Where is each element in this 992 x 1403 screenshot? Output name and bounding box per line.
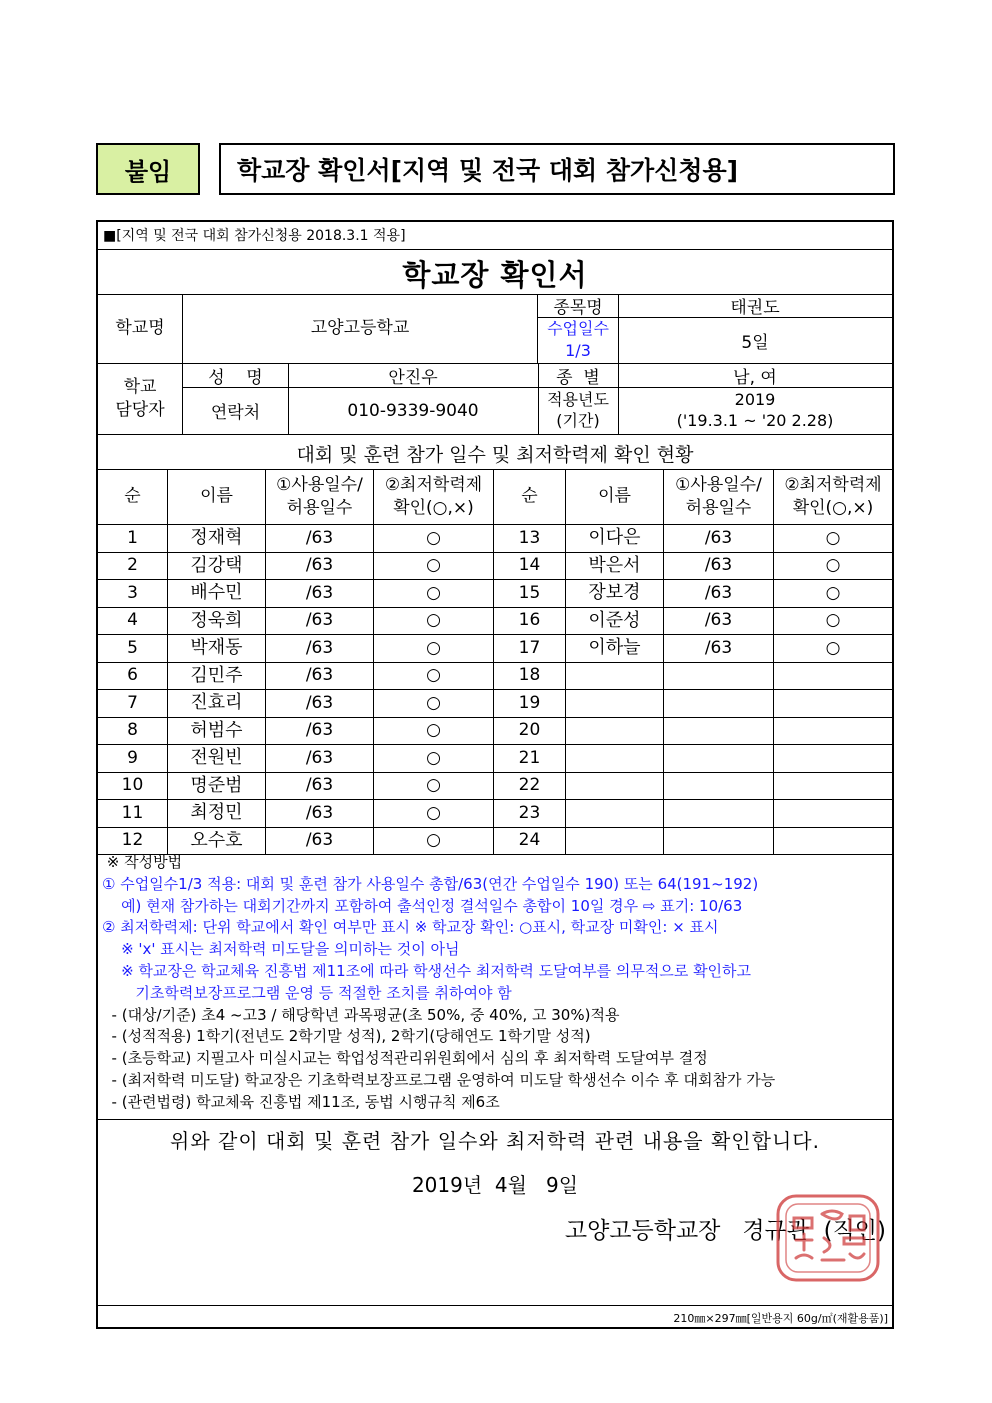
cell-no-right: 19 xyxy=(494,689,566,717)
header-no-left: 순 xyxy=(98,469,168,524)
cell-name-right xyxy=(566,717,664,745)
instruction-line: - (관련법령) 학교체육 진흥법 제11조, 동법 시행규칙 제6조 xyxy=(102,1092,500,1111)
contact-value: 010-9339-9040 xyxy=(288,387,539,434)
cell-check-right xyxy=(774,799,892,827)
cell-no-left: 5 xyxy=(98,634,168,662)
table-row xyxy=(98,662,892,691)
instruction-line: - (성적적용) 1학기(전년도 2학기말 성적), 2학기(당해연도 1학기말 성적) xyxy=(102,1027,591,1046)
cell-name-right xyxy=(566,689,664,717)
class-days-label-line2: 1/3 xyxy=(565,341,591,360)
cell-no-left: 6 xyxy=(98,662,168,690)
header-check-right-line1: ②최저학력제 xyxy=(784,475,882,496)
cell-check-left: ○ xyxy=(374,634,494,662)
header-check-left-line1: ②최저학력제 xyxy=(384,475,483,496)
cell-no-right: 23 xyxy=(494,799,566,827)
table-row xyxy=(98,827,892,856)
official-seal-icon xyxy=(772,1188,884,1288)
cell-name-left: 진효리 xyxy=(168,689,266,717)
cell-days-right: /63 xyxy=(664,579,774,607)
table-row xyxy=(98,552,892,581)
header-days-left-line2: 허용일수 xyxy=(286,497,353,518)
header-days-left xyxy=(266,469,374,524)
cell-no-left: 1 xyxy=(98,524,168,552)
cell-check-right xyxy=(774,744,892,772)
cell-check-right: ○ xyxy=(825,610,841,631)
cell-no-left: 7 xyxy=(98,689,168,717)
instruction-line: - (초등학교) 지필고사 미실시교는 학업성적관리위원회에서 심의 후 최저학력 도달여부 결정 xyxy=(102,1049,708,1068)
table-row xyxy=(98,524,892,553)
section-title-row xyxy=(98,434,892,470)
cell-days-left: /63 xyxy=(266,524,374,552)
gender-value: 남, 여 xyxy=(618,363,892,388)
paper-spec: 210㎜×297㎜[일반용지 60g/㎡(재활용품)] xyxy=(673,1312,888,1325)
cell-check-left: ○ xyxy=(374,827,494,855)
cell-name-left: 최정민 xyxy=(168,799,266,827)
cell-no-right: 20 xyxy=(494,717,566,745)
cell-days-right xyxy=(664,717,774,745)
cell-days-left: /63 xyxy=(266,607,374,635)
cell-check-left: ○ xyxy=(374,772,494,800)
cell-name-left: 명준범 xyxy=(168,772,266,800)
cell-no-right: 21 xyxy=(494,744,566,772)
cell-check-right xyxy=(774,662,892,690)
manager-label-line2: 담당자 xyxy=(115,399,165,420)
year-label xyxy=(538,387,619,434)
cell-name-left: 정재혁 xyxy=(168,524,266,552)
date: 2019년 4월 9일 xyxy=(411,1173,579,1197)
class-days-value: 5일 xyxy=(741,332,769,353)
document-title: 학교장 확인서[지역 및 전국 대회 참가신청용] xyxy=(219,143,895,195)
cell-days-right xyxy=(664,744,774,772)
cell-no-right: 22 xyxy=(494,772,566,800)
cell-no-right: 14 xyxy=(494,552,566,580)
contact-label: 연락처 xyxy=(183,387,289,434)
cell-days-left: /63 xyxy=(266,689,374,717)
cell-days-left: /63 xyxy=(266,634,374,662)
header-check-right xyxy=(774,469,892,524)
cell-name-right: 장보경 xyxy=(566,579,664,607)
gender-label: 종 별 xyxy=(538,363,619,388)
header-check-left-line2: 확인(○,×) xyxy=(393,497,474,518)
table-row xyxy=(98,689,892,718)
cell-days-right xyxy=(664,827,774,855)
instruction-line: 예) 현재 참가하는 대회기간까지 포함하여 출석인정 결석일수 총합이 10일 경우 ⇨ 표기: 10/63 xyxy=(102,896,743,915)
cell-check-left: ○ xyxy=(374,799,494,827)
cell-check-left: ○ xyxy=(374,744,494,772)
cell-check-left: ○ xyxy=(374,689,494,717)
table-row xyxy=(98,579,892,608)
cell-check-left: ○ xyxy=(374,552,494,580)
form-note: ■[지역 및 전국 대회 참가신청용 2018.3.1 적용] xyxy=(103,228,406,244)
instruction-line: ※ 학교장은 학교체육 진흥법 제11조에 따라 학생선수 최저학력 도달여부를 의무적으로 확인하고 xyxy=(102,961,752,980)
instruction-line: ※ 'x' 표시는 최저학력 미도달을 의미하는 것이 아님 xyxy=(102,940,460,959)
header-days-right xyxy=(664,469,774,524)
form-title-row xyxy=(98,249,892,295)
signer: 고양고등학교장 경규관 (직인) xyxy=(564,1218,886,1244)
cell-no-right: 15 xyxy=(494,579,566,607)
cell-name-right xyxy=(566,799,664,827)
manager-label-line1: 학교 xyxy=(123,377,157,398)
writing-instructions xyxy=(98,852,892,1114)
header-days-right-line2: 허용일수 xyxy=(685,497,752,518)
cell-days-right: /63 xyxy=(664,634,774,662)
instruction-line: ② 최저학력제: 단위 학교에서 확인 여부만 표시 ※ 학교장 확인: ○표시, 학교장 미확인: × 표시 xyxy=(102,918,719,937)
cell-no-right: 17 xyxy=(494,634,566,662)
header-days-left-line1: ①사용일수/ xyxy=(276,475,363,496)
school-info-block xyxy=(98,294,892,364)
cell-check-right xyxy=(774,689,892,717)
cell-name-right xyxy=(566,772,664,800)
cell-days-right xyxy=(664,662,774,690)
cell-name-left: 배수민 xyxy=(168,579,266,607)
header-check-right-line2: 확인(○,×) xyxy=(792,497,874,518)
cell-name-left: 정욱희 xyxy=(168,607,266,635)
cell-check-right: ○ xyxy=(825,527,841,548)
cell-check-right: ○ xyxy=(825,637,841,658)
header-no-right: 순 xyxy=(494,469,566,524)
cell-check-right xyxy=(774,717,892,745)
cell-check-right xyxy=(774,772,892,800)
cell-days-left: /63 xyxy=(266,744,374,772)
table-row xyxy=(98,772,892,801)
class-days-label-line1: 수업일수 xyxy=(547,319,609,339)
cell-days-left: /63 xyxy=(266,662,374,690)
cell-name-right: 박은서 xyxy=(566,552,664,580)
cell-no-right: 13 xyxy=(494,524,566,552)
header-check-left xyxy=(374,469,494,524)
cell-no-right: 24 xyxy=(494,827,566,855)
year-value-line1: 2019 xyxy=(734,389,776,409)
cell-name-right: 이하늘 xyxy=(566,634,664,662)
cell-days-right xyxy=(664,772,774,800)
attachment-tag: 붙임 xyxy=(96,143,200,195)
cell-days-right: /63 xyxy=(664,607,774,635)
cell-check-left: ○ xyxy=(374,524,494,552)
confirmation-text: 위와 같이 대회 및 훈련 참가 일수와 최저학력 관련 내용을 확인합니다. xyxy=(170,1129,820,1153)
class-days-label xyxy=(538,317,619,363)
cell-name-left: 김강택 xyxy=(168,552,266,580)
cell-days-left: /63 xyxy=(266,552,374,580)
cell-no-left: 9 xyxy=(98,744,168,772)
cell-days-left: /63 xyxy=(266,799,374,827)
confirmation-form xyxy=(96,220,894,1329)
year-label-line2: (기간) xyxy=(556,410,600,430)
year-label-line1: 적용년도 xyxy=(547,389,609,409)
cell-name-right xyxy=(566,744,664,772)
instruction-line: ① 수업일수1/3 적용: 대회 및 훈련 참가 사용일수 총합/63(연간 수업일수 190) 또는 64(191~192) xyxy=(102,874,759,893)
cell-check-left: ○ xyxy=(374,607,494,635)
cell-no-right: 18 xyxy=(494,662,566,690)
table-row xyxy=(98,799,892,828)
table-row xyxy=(98,717,892,746)
form-title: 학교장 확인서 xyxy=(402,258,588,292)
cell-check-right: ○ xyxy=(825,555,841,576)
cell-name-left: 허범수 xyxy=(168,717,266,745)
cell-name-right: 이준성 xyxy=(566,607,664,635)
cell-no-left: 4 xyxy=(98,607,168,635)
year-value xyxy=(618,387,892,434)
cell-no-right: 16 xyxy=(494,607,566,635)
manager-name: 안진우 xyxy=(288,363,539,388)
cell-name-left: 김민주 xyxy=(168,662,266,690)
cell-name-left: 오수호 xyxy=(168,827,266,855)
confirmation-divider xyxy=(98,1119,892,1120)
cell-name-right xyxy=(566,827,664,855)
instruction-line: 기초학력보장프로그램 운영 등 적절한 조치를 취하여야 함 xyxy=(102,983,512,1002)
cell-check-right xyxy=(774,827,892,855)
instruction-line: ※ 작성방법 xyxy=(102,853,183,871)
cell-no-left: 3 xyxy=(98,579,168,607)
cell-days-right xyxy=(664,689,774,717)
header-name-right: 이름 xyxy=(566,469,664,524)
cell-no-left: 8 xyxy=(98,717,168,745)
table-row xyxy=(98,607,892,636)
cell-no-left: 2 xyxy=(98,552,168,580)
table-header-row xyxy=(98,469,892,525)
cell-name-right xyxy=(566,662,664,690)
cell-days-right: /63 xyxy=(664,552,774,580)
footer-divider xyxy=(98,1305,892,1306)
cell-days-left: /63 xyxy=(266,579,374,607)
manager-block xyxy=(98,363,892,435)
cell-name-left: 박재동 xyxy=(168,634,266,662)
cell-days-left: /63 xyxy=(266,717,374,745)
period-value: ('19.3.1 ~ '20 2.28) xyxy=(676,410,834,430)
sport-value: 태권도 xyxy=(618,294,892,318)
cell-name-left: 전원빈 xyxy=(168,744,266,772)
header-name-left: 이름 xyxy=(168,469,266,524)
cell-check-left: ○ xyxy=(374,662,494,690)
manager-label xyxy=(98,363,183,434)
sport-label: 종목명 xyxy=(538,294,619,318)
cell-name-right: 이다은 xyxy=(566,524,664,552)
cell-days-right xyxy=(664,799,774,827)
form-note-row xyxy=(98,222,892,250)
school-name: 고양고등학교 xyxy=(183,294,538,363)
cell-check-left: ○ xyxy=(374,579,494,607)
cell-no-left: 11 xyxy=(98,799,168,827)
name-label: 성 명 xyxy=(183,363,289,388)
instruction-line: - (대상/기준) 초4 ~고3 / 해당학년 과목평균(초 50%, 중 40%, 고 30%)적용 xyxy=(102,1005,620,1024)
cell-days-left: /63 xyxy=(266,827,374,855)
section-title: 대회 및 훈련 참가 일수 및 최저학력제 확인 현황 xyxy=(296,444,694,466)
cell-no-left: 10 xyxy=(98,772,168,800)
cell-check-left: ○ xyxy=(374,717,494,745)
cell-days-left: /63 xyxy=(266,772,374,800)
cell-days-right: /63 xyxy=(664,524,774,552)
cell-no-left: 12 xyxy=(98,827,168,855)
instruction-line: - (최저학력 미도달) 학교장은 기초학력보장프로그램 운영하여 미도달 학생선수 이수 후 대회참가 가능 xyxy=(102,1070,776,1089)
header-days-right-line1: ①사용일수/ xyxy=(675,475,762,496)
table-row xyxy=(98,744,892,773)
school-label: 학교명 xyxy=(98,294,183,363)
cell-check-right: ○ xyxy=(825,582,841,603)
table-row xyxy=(98,634,892,663)
